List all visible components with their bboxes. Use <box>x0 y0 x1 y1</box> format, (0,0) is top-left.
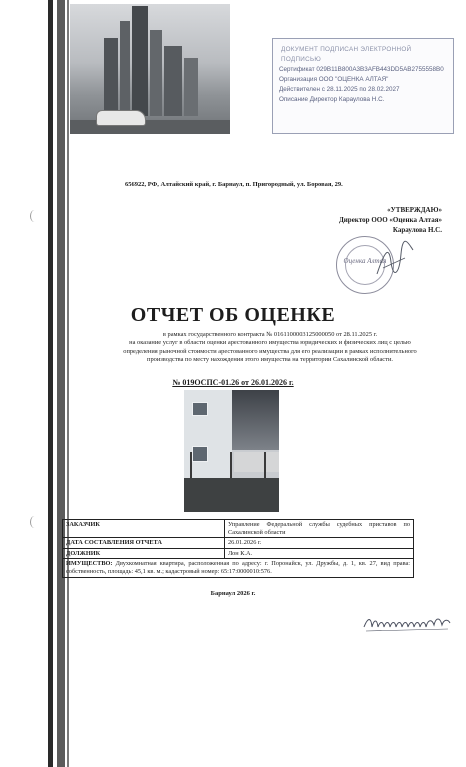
property-label: ИМУЩЕСТВО: <box>66 560 113 568</box>
esign-validity: Действителен с 28.11.2025 по 28.02.2027 <box>279 86 400 93</box>
approval-heading: «УТВЕРЖДАЮ» <box>387 206 442 214</box>
approval-block <box>339 205 442 235</box>
property-value: Двухкомнатная квартира, расположенная по адресу: г. Поронайск, ул. Дружбы, д. 1, кв. 27, вид права: собственность, площадь: 45,1 кв. м.; кадастровый номер: 65:17:0000010:576. <box>66 560 410 575</box>
property-cell <box>63 559 414 577</box>
debtor-label: ДОЛЖНИК <box>63 548 225 559</box>
esign-description: Описание Директор Караулова Н.С. <box>279 96 385 103</box>
date-label: ДАТА СОСТАВЛЕНИЯ ОТЧЕТА <box>63 538 225 549</box>
table-row <box>63 538 414 549</box>
intro-line: производства по месту нахождения этого имущества на территории Сахалинской области. <box>147 356 393 364</box>
intro-line: на оказание услуг в области оценки арестованного имущества юридических и физических лиц с целью <box>129 339 411 347</box>
table-row <box>63 520 414 538</box>
director-signature <box>375 240 415 280</box>
customer-label: ЗАКАЗЧИК <box>63 520 225 538</box>
date-value: 26.01.2026 г. <box>225 538 414 549</box>
customer-value: Управление Федеральной службы судебных приставов по Сахалинской области <box>225 520 414 538</box>
intro-line: определения рыночной стоимости арестованного имущества для его реализации в рамках исполнительного <box>123 347 417 355</box>
approval-position: Директор ООО «Оценка Алтая» <box>338 216 442 224</box>
electronic-signature-stamp <box>272 38 454 134</box>
table-row <box>63 548 414 559</box>
header-city-image <box>70 4 230 134</box>
debtor-value: Лон К.А. <box>225 548 414 559</box>
report-info-table <box>62 519 414 578</box>
approval-name: Караулова Н.С. <box>392 226 442 234</box>
punch-hole-mark <box>30 516 39 528</box>
property-photo <box>184 390 279 512</box>
contract-description <box>120 331 420 365</box>
intro-line: в рамках государственного контракта № 0161100003125000050 от 28.11.2025 г. <box>162 331 378 338</box>
table-row <box>63 559 414 577</box>
punch-hole-mark <box>30 210 39 222</box>
seal-text: Оценка Алтая <box>343 257 387 265</box>
city-year: Барнаул 2026 г. <box>210 590 256 597</box>
esign-organization: Организация ООО "ОЦЕНКА АЛТАЯ" <box>279 76 389 83</box>
company-address: 656922, РФ, Алтайский край, г. Барнаул, п. Пригородный, ул. Боровая, 29. <box>125 181 343 188</box>
report-number: № 019ОСПС-01.26 от 26.01.2026 г. <box>172 378 294 387</box>
car-image <box>96 110 146 126</box>
esign-certificate: Сертификат 029B11B800A3B3AFB443DD5AB2755558B0 <box>279 66 444 73</box>
handwritten-signature <box>362 613 454 635</box>
document-title: ОТЧЕТ ОБ ОЦЕНКЕ <box>130 304 336 326</box>
esign-title: ДОКУМЕНТ ПОДПИСАН ЭЛЕКТРОННОЙ ПОДПИСЬЮ <box>281 46 412 63</box>
